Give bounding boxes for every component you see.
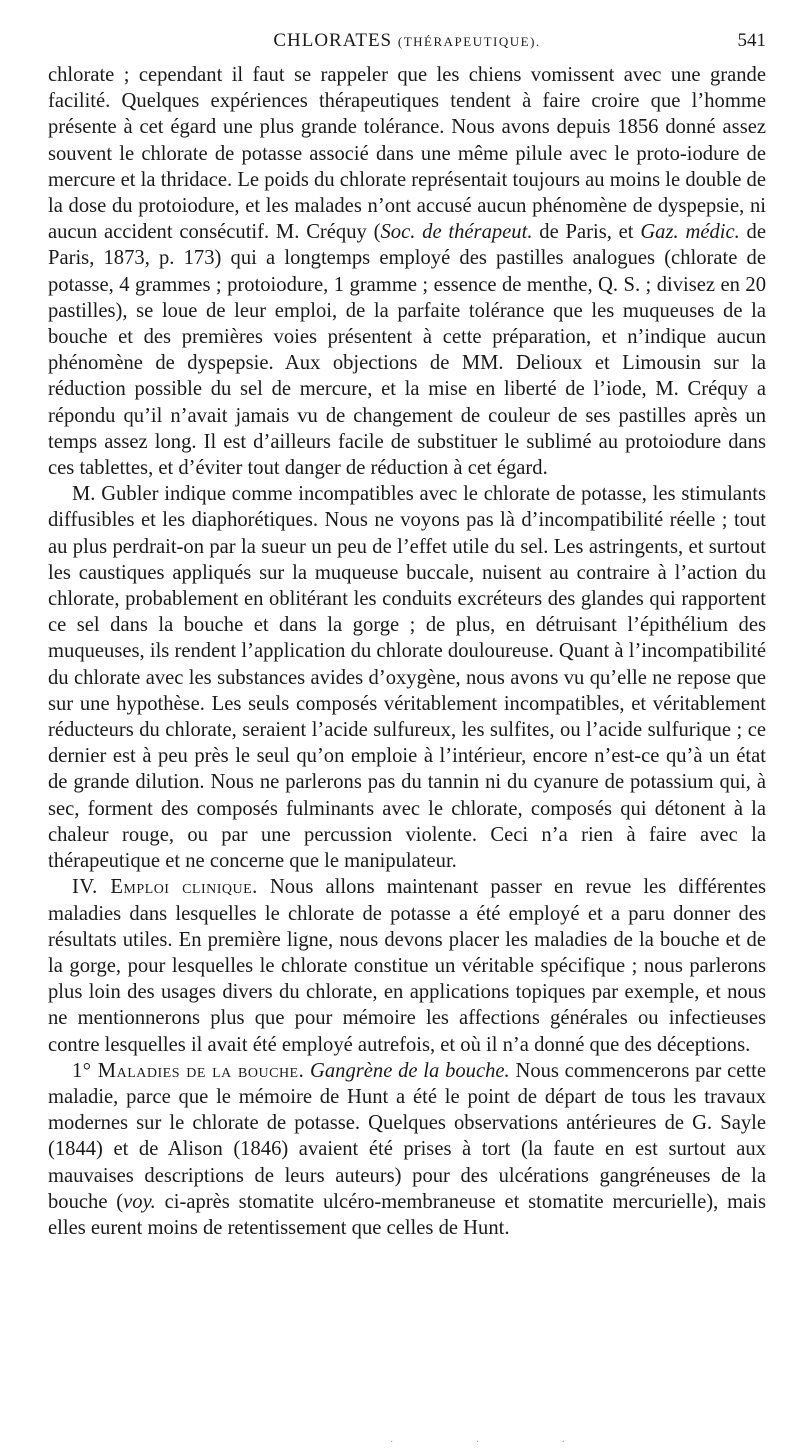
page-header: [48, 30, 766, 56]
bottom-specks: · · ·: [390, 1437, 605, 1448]
paragraph-3: IV. Emploi clinique. Nous allons maintenant passer en revue les différentes maladies dans lesquelles le chlorate de potasse a été employé et a paru donner des résultats utiles. En première ligne, nous devons placer les maladies de la bouche et de la gorge, pour lesquelles le chlorate constitue un véritable spécifique ; nous parlerons plus loin des usages divers du chlorate, en applications topiques par exemple, et nous ne mentionnerons plus que pour mémoire les affections générales ou infectieuses contre lesquelles il avait été employé autrefois, et où il n’a donné que des déceptions.: [48, 876, 766, 1056]
running-head-subtitle: (THÉRAPEUTIQUE).: [397, 34, 541, 49]
subheading-gangrene: Gangrène de la bouche.: [310, 1059, 510, 1082]
body-text: [48, 62, 766, 1241]
paragraph-2: M. Gubler indique comme incompatibles avec le chlorate de potasse, les stimulants diffusibles et les diaphorétiques. Nous ne voyons pas là d’incompatibilité réelle ; tout au plus perdrait-on par la sueur un peu de l’effet utile du sel. Les astringents, et surtout les caustiques appliqués sur la muqueuse buccale, nuisent au contraire à l’action du chlorate, probablement en oblitérant les conduits excréteurs des glandes qui rapportent ce sel dans la bouche et dans la gorge ; de plus, en détruisant l’épithélium des muqueuses, ils rendent l’application du chlorate douloureuse. Quant à l’incompatibilité du chlorate avec les substances avides d’oxygène, nous avons vu qu’elle ne repose que sur une hypothèse. Les seuls composés véritablement incompatibles, et véritablement réducteurs du chlorate, seraient l’acide sulfureux, les sulfites, ou l’acide sulfurique ; ce dernier est à peu près le seul qu’on emploie à l’intérieur, encore n’est-ce qu’à un état de grande dilution. Nous ne parlerons pas du tannin ni du cyanure de potassium qui, à sec, forment des composés fulminants avec le chlorate, composés qui détonent à la chaleur rouge, ou par une percussion violente. Ceci n’a rien à faire avec la thérapeutique et ne concerne que le manipulateur.: [48, 483, 766, 873]
running-head-title: CHLORATES: [273, 30, 393, 51]
citation-gaz-medic: Gaz. médic.: [640, 221, 740, 244]
running-head: [48, 30, 766, 52]
section-heading-maladies-bouche: 1° Maladies de la bouche.: [72, 1059, 305, 1082]
citation-soc-therapeut: Soc. de thérapeut.: [380, 221, 533, 244]
section-heading-emploi-clinique: IV. Emploi clinique.: [72, 876, 258, 899]
paragraph-4: 1° Maladies de la bouche. Gangrène de la bouche. Nous commencerons par cette maladie, parce que le mémoire de Hunt a été le point de départ de tous les travaux modernes sur le chlorate de potasse. Quelques observations antérieures de G. Sayle (1844) et de Alison (1846) avaient été prises à tort (la faute en est surtout aux mauvaises descriptions de leurs auteurs) pour des ulcérations gangréneuses de la bouche (voy. ci-après stomatite ulcéro-membraneuse et stomatite mercurielle), mais elles eurent moins de retentissement que celles de Hunt.: [48, 1059, 766, 1239]
voy-abbrev: voy.: [123, 1190, 156, 1213]
page-number: 541: [737, 30, 766, 51]
paragraph-1: chlorate ; cependant il faut se rappeler que les chiens vomissent avec une grande facilité. Quelques expériences thérapeutiques tendent à faire croire que l’homme présente à cet égard une plus grande tolérance. Nous avons depuis 1856 donné assez souvent le chlorate de potasse associé dans une même pilule avec le proto-iodure de mercure et la thridace. Le poids du chlorate représentait toujours au moins le double de la dose du protoiodure, et les malades n’ont accusé aucun phénomène de dyspepsie, ni aucun accident consécutif. M. Créquy (Soc. de thérapeut. de Paris, et Gaz. médic. de Paris, 1873, p. 173) qui a longtemps employé des pastilles analogues (chlorate de potasse, 4 grammes ; protoiodure, 1 gramme ; essence de menthe, Q. S. ; divisez en 20 pastilles), se loue de leur emploi, de la parfaite tolérance que les muqueuses de la bouche et des premières voies présentent à cette préparation, et n’indique aucun phénomène de dyspepsie. Aux objections de MM. Delioux et Limousin sur la réduction possible du sel de mercure, et la mise en liberté de l’iode, M. Créquy a répondu qu’il n’avait jamais vu de changement de couleur de ses pastilles après un temps assez long. Il est d’ailleurs facile de substituer le sublimé au protoiodure dans ces tablettes, et d’éviter tout danger de réduction à cet égard.: [48, 64, 766, 480]
